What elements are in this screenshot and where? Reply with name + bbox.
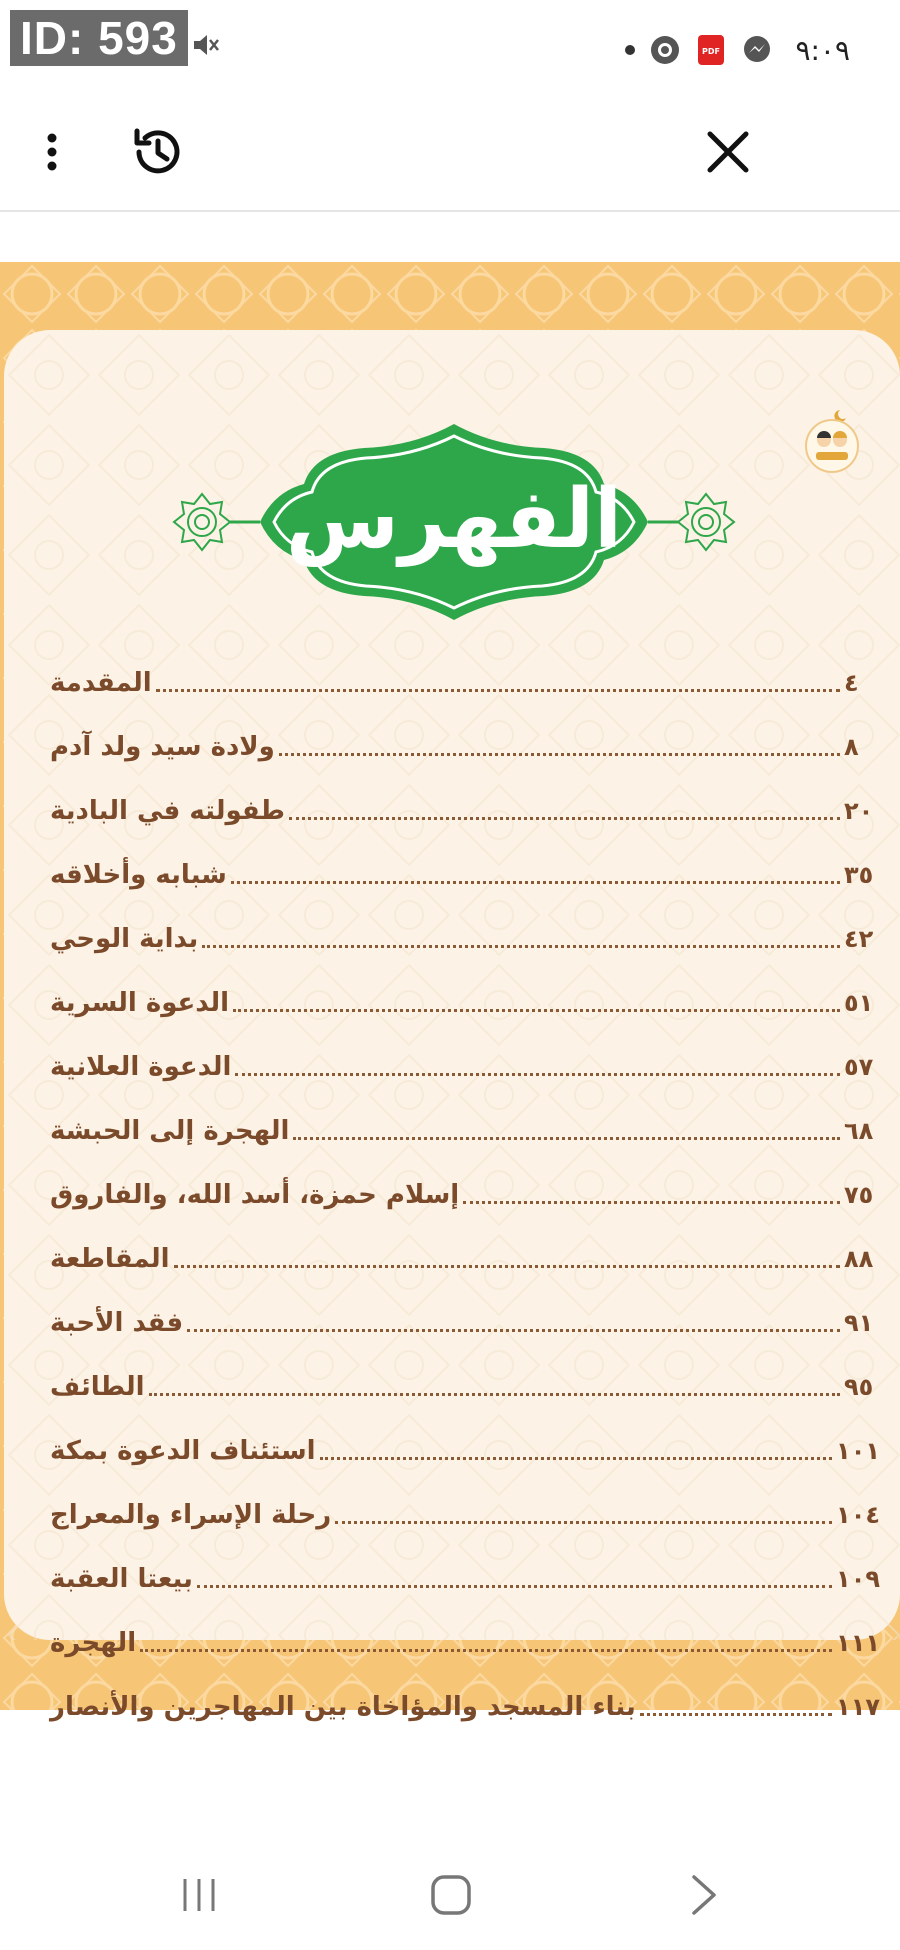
toc-entry-page: ١١٧ [836,1693,880,1721]
toc-leader-dots [231,881,840,884]
toc-leader-dots [149,1393,841,1396]
toc-row[interactable] [50,1544,880,1608]
home-icon [429,1873,473,1917]
toc-row[interactable] [50,1416,880,1480]
id-badge: ID: 593 [10,10,188,66]
toc-row[interactable] [50,1608,880,1672]
toc-entry-page: ٩١ [844,1309,874,1337]
messenger-icon [741,34,773,66]
toc-entry-title: بداية الوحي [50,924,199,954]
toc-entry-page: ٥٧ [844,1053,874,1081]
svg-text:PDF: PDF [702,47,721,56]
toc-entry-title: المقدمة [50,668,152,698]
toc-row[interactable] [50,1288,880,1352]
toc-entry-title: بيعتا العقبة [50,1564,193,1594]
toc-leader-dots [233,1009,840,1012]
camera-icon [649,34,681,66]
toc-entry-page: ٤٢ [844,925,874,953]
back-button[interactable] [658,1850,748,1940]
toc-entry-page: ٣٥ [844,861,874,889]
toc-row[interactable] [50,968,880,1032]
recents-icon [179,1875,219,1915]
toc-entry-title: استئناف الدعوة بمكة [50,1436,316,1466]
toc-entry-page: ١٠٩ [836,1565,880,1593]
toc-leader-dots [463,1201,840,1204]
toc-entry-page: ٨ [844,733,859,761]
toc-entry-title: الدعوة السرية [50,988,229,1018]
toc-entry-page: ٧٥ [844,1181,874,1209]
toc-row[interactable] [50,1032,880,1096]
page-title: الفهرس [285,472,623,567]
toc-entry-title: الطائف [50,1372,145,1402]
toc-entry-title: إسلام حمزة، أسد الله، والفاروق [50,1180,460,1210]
toc-row[interactable] [50,1224,880,1288]
toc-row[interactable] [50,1160,880,1224]
toc-row[interactable] [50,904,880,968]
toc-leader-dots [156,689,840,692]
toc-leader-dots [279,753,840,756]
close-icon [706,130,750,174]
toc-leader-dots [289,817,840,820]
toc-leader-dots [293,1137,840,1140]
toc-entry-title: ولادة سيد ولد آدم [50,732,275,762]
toc-card [4,330,900,1722]
toc-row[interactable] [50,1352,880,1416]
table-of-contents [50,648,880,1736]
toc-entry-page: ١٠٤ [836,1501,880,1529]
toc-row[interactable] [50,712,880,776]
status-time: ٩:٠٩ [795,33,850,67]
back-icon [688,1873,718,1917]
toc-entry-title: المقاطعة [50,1244,170,1274]
home-button[interactable] [406,1850,496,1940]
toc-leader-dots [202,945,840,948]
history-icon [127,121,189,183]
left-star-ornament [174,494,230,550]
toc-entry-title: الهجرة إلى الحبشة [50,1116,290,1146]
right-star-ornament [678,494,734,550]
viewer-toolbar [0,90,900,212]
document-page[interactable] [0,262,900,1722]
toc-entry-title: بناء المسجد والمؤاخاة بين المهاجرين والأنصار [50,1692,636,1722]
pdf-icon [695,34,727,66]
toc-entry-title: طفولته في البادية [50,796,286,826]
toc-row[interactable] [50,840,880,904]
notification-dot [625,45,635,55]
toc-leader-dots [335,1521,832,1524]
toc-leader-dots [140,1649,832,1652]
mute-icon [190,30,220,60]
publisher-logo [800,408,864,474]
toc-row[interactable] [50,1096,880,1160]
toc-leader-dots [320,1457,832,1460]
toc-entry-page: ١٠١ [836,1437,880,1465]
toc-leader-dots [235,1073,840,1076]
toc-leader-dots [187,1329,840,1332]
toc-entry-page: ٨٨ [844,1245,874,1273]
status-bar [0,0,900,80]
toc-entry-title: الدعوة العلانية [50,1052,232,1082]
toc-row[interactable] [50,1480,880,1544]
history-button[interactable] [118,112,198,192]
toc-leader-dots [174,1265,840,1268]
toc-entry-title: فقد الأحبة [50,1308,184,1338]
more-vert-icon [45,132,59,172]
toc-entry-title: شبابه وأخلاقه [50,860,227,890]
toc-entry-page: ٢٠ [844,797,874,825]
toc-entry-title: الهجرة [50,1628,137,1658]
toc-row[interactable] [50,648,880,712]
toc-entry-title: رحلة الإسراء والمعراج [50,1500,332,1530]
toc-entry-page: ١١١ [836,1629,880,1657]
close-button[interactable] [688,112,768,192]
toc-entry-page: ٦٨ [844,1117,874,1145]
status-right [625,30,850,70]
toc-entry-page: ٤ [844,669,859,697]
more-options-button[interactable] [12,112,92,192]
toc-row[interactable] [50,1672,880,1736]
toc-entry-page: ٩٥ [844,1373,874,1401]
system-nav-bar [0,1840,900,1950]
toc-entry-page: ٥١ [844,989,874,1017]
toc-row[interactable] [50,776,880,840]
toc-leader-dots [197,1585,832,1588]
toc-leader-dots [640,1713,832,1716]
recents-button[interactable] [154,1850,244,1940]
